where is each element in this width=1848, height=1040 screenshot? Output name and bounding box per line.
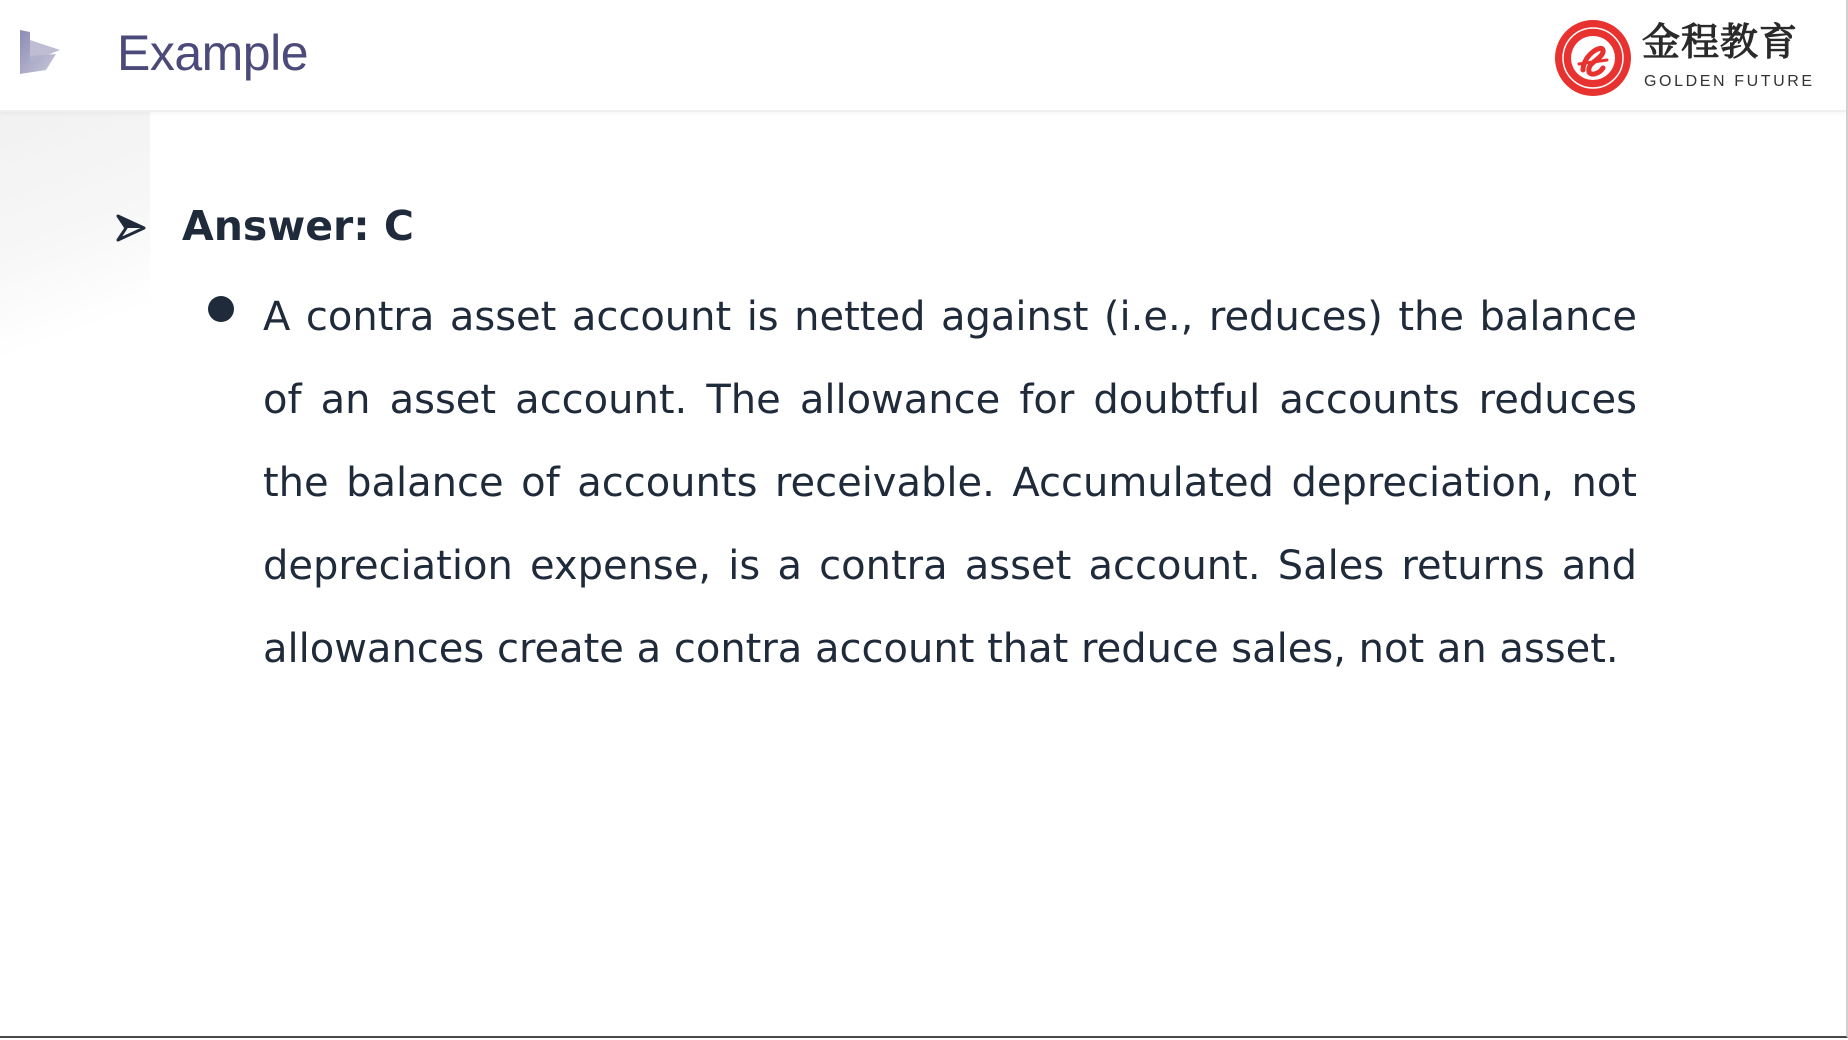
answer-row	[116, 198, 816, 254]
arrow-bullet-icon	[116, 212, 146, 244]
round-bullet-icon	[208, 296, 234, 322]
page-title: Example	[117, 25, 309, 81]
answer-label: Answer: C	[182, 202, 414, 250]
red-seal-logo-icon	[1553, 18, 1633, 98]
play-logo-icon	[16, 26, 70, 80]
brand-logo	[1550, 16, 1840, 100]
brand-name-en: GOLDEN FUTURE	[1644, 73, 1815, 90]
brand-name-cn: 金程教育	[1642, 20, 1799, 64]
explanation-text: A contra asset account is netted against (i.e., reduces) the balance of an asset account. The allowance for doubtful accounts reduces the balance of accounts receivable. Accumulated depreciation, not depreciation expense, is a contra asset account. Sales returns and allowances create a contra account that reduce sales, not an asset.	[263, 294, 1637, 672]
slide-header	[0, 0, 1846, 112]
